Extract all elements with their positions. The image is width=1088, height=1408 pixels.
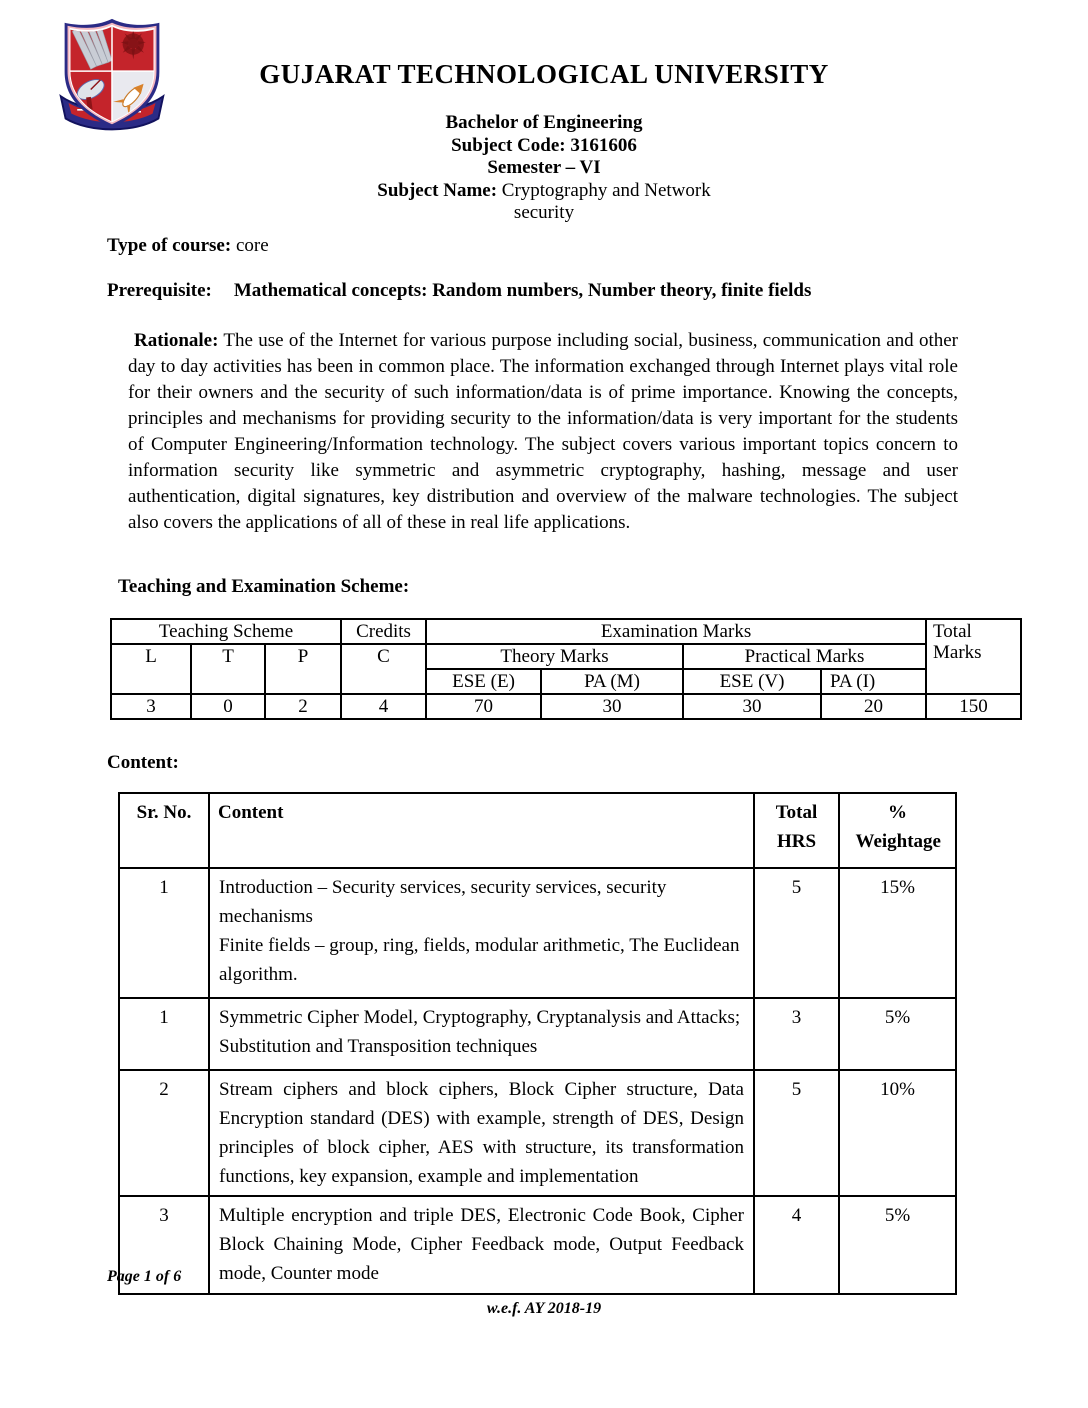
type-of-course-label: Type of course: xyxy=(107,234,232,256)
weightage-header: % Weightage xyxy=(839,793,956,868)
weightage-cell: 15% xyxy=(839,868,956,998)
total-hrs-cell: 5 xyxy=(754,1070,839,1196)
table-row xyxy=(119,1196,956,1294)
rationale-label: Rationale: xyxy=(134,329,219,351)
subject-name-value: Cryptography and Network security xyxy=(501,179,711,223)
scheme-header-row-2 xyxy=(111,644,1021,669)
p-header: P xyxy=(265,644,341,694)
content-heading: Content: xyxy=(107,751,179,773)
total-hrs-cell: 3 xyxy=(754,998,839,1070)
wef-note: w.e.f. AY 2018-19 xyxy=(486,1300,602,1317)
sr-no-cell: 1 xyxy=(119,868,209,998)
prerequisite-line xyxy=(107,280,1088,302)
ese-v-value: 30 xyxy=(683,694,821,719)
page-title: GUJARAT TECHNOLOGICAL UNIVERSITY xyxy=(259,59,829,89)
weightage-cell: 5% xyxy=(839,1196,956,1294)
scheme-values-row xyxy=(111,694,1021,719)
table-row xyxy=(119,998,956,1070)
total-hrs-header: Total HRS xyxy=(754,793,839,868)
content-table-header-row xyxy=(119,793,956,868)
t-value: 0 xyxy=(191,694,265,719)
rationale-text: The use of the Internet for various purpose including social, business, communication and other day to day activities has been in common place. The information exchanged through Internet plays vital role for their owners and the security of such information/data is of prime importance. Knowing the concepts, principles and mechanisms for providing security to the information/data is very important for the students of Computer Engineering/Information technology. The subject covers various important topics concern to information security like symmetric and asymmetric cryptography, hashing, message and user authentication, digital signatures, key distribution and overview of the malware technologies. The subject also covers the applications of all of these in real life applications. xyxy=(128,329,958,533)
l-value: 3 xyxy=(111,694,191,719)
prerequisite-text: Mathematical concepts: Random numbers, Number theory, finite fields xyxy=(233,279,812,301)
content-paragraph: Introduction – Security services, security services, security mechanisms xyxy=(219,876,667,927)
p-value: 2 xyxy=(265,694,341,719)
degree-line: Bachelor of Engineering xyxy=(445,112,643,133)
sr-no-cell: 3 xyxy=(119,1196,209,1294)
total-hrs-cell: 4 xyxy=(754,1196,839,1294)
gtu-logo xyxy=(54,16,170,134)
sr-no-header: Sr. No. xyxy=(119,793,209,868)
type-of-course-line xyxy=(107,235,1088,257)
semester-line: Semester – VI xyxy=(487,157,601,178)
ese-e-value: 70 xyxy=(426,694,541,719)
total-marks-header: Total Marks xyxy=(926,619,1021,694)
teaching-scheme-header: Teaching Scheme xyxy=(111,619,341,644)
c-header: C xyxy=(341,644,426,694)
pa-m-value: 30 xyxy=(541,694,683,719)
content-paragraph: Symmetric Cipher Model, Cryptography, Cryptanalysis and Attacks; Substitution and Transposition techniques xyxy=(219,1006,741,1057)
teaching-examination-table xyxy=(110,618,1022,720)
examination-marks-header: Examination Marks xyxy=(426,619,926,644)
total-hrs-cell: 5 xyxy=(754,868,839,998)
c-value: 4 xyxy=(341,694,426,719)
sr-no-cell: 1 xyxy=(119,998,209,1070)
weightage-cell: 5% xyxy=(839,998,956,1070)
subject-name-label: Subject Name: xyxy=(377,179,498,201)
t-header: T xyxy=(191,644,265,694)
scheme-header-row-1 xyxy=(111,619,1021,644)
sr-no-cell: 2 xyxy=(119,1070,209,1196)
ese-e-header: ESE (E) xyxy=(426,669,541,694)
prerequisite-label: Prerequisite: xyxy=(107,279,212,301)
content-header: Content xyxy=(209,793,754,868)
content-paragraph: Finite fields – group, ring, fields, modular arithmetic, The Euclidean algorithm. xyxy=(219,934,740,985)
content-cell xyxy=(209,1070,754,1196)
content-cell xyxy=(209,1196,754,1294)
content-cell xyxy=(209,998,754,1070)
l-header: L xyxy=(111,644,191,694)
practical-marks-header: Practical Marks xyxy=(683,644,926,669)
total-marks-value: 150 xyxy=(926,694,1021,719)
theory-marks-header: Theory Marks xyxy=(426,644,683,669)
pa-i-header: PA (I) xyxy=(821,669,926,694)
credits-header: Credits xyxy=(341,619,426,644)
type-of-course-value: core xyxy=(235,234,269,256)
table-row xyxy=(119,1070,956,1196)
weightage-cell: 10% xyxy=(839,1070,956,1196)
content-paragraph: Stream ciphers and block ciphers, Block Cipher structure, Data Encryption standard (DES) with example, strength of DES, Design principles of block cipher, AES with structure, its transformation functions, key expansion, example and implementation xyxy=(219,1078,744,1187)
rationale-paragraph xyxy=(128,328,958,536)
teaching-scheme-heading: Teaching and Examination Scheme: xyxy=(118,575,410,597)
content-paragraph: Multiple encryption and triple DES, Electronic Code Book, Cipher Block Chaining Mode, Cipher Feedback mode, Output Feedback mode, Counter mode xyxy=(219,1204,744,1284)
content-table-body xyxy=(119,868,956,1294)
pa-m-header: PA (M) xyxy=(541,669,683,694)
subject-name-line xyxy=(368,180,720,225)
pa-i-value: 20 xyxy=(821,694,926,719)
content-cell xyxy=(209,868,754,998)
subject-code-line: Subject Code: 3161606 xyxy=(451,134,637,156)
content-table xyxy=(118,792,957,1295)
ese-v-header: ESE (V) xyxy=(683,669,821,694)
table-row xyxy=(119,868,956,998)
page-number: Page 1 of 6 xyxy=(107,1268,182,1285)
